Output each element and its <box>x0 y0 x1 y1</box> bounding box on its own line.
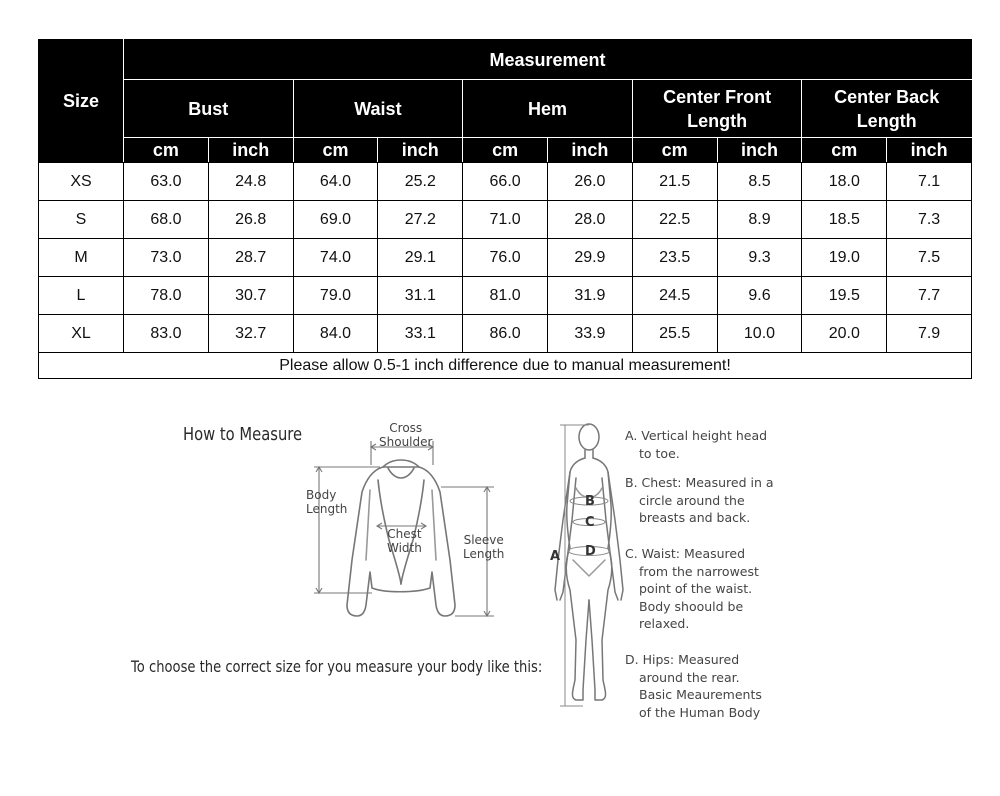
measurement-cell: 83.0 <box>124 315 209 353</box>
group-header-waist: Waist <box>293 80 463 138</box>
measurement-cell: 30.7 <box>208 277 293 315</box>
measurement-cell: 7.7 <box>887 277 972 315</box>
unit-header: inch <box>378 138 463 163</box>
figure-letter-c: C <box>585 515 595 530</box>
chest-width-label: Chest Width <box>387 527 422 555</box>
unit-header: inch <box>208 138 293 163</box>
measurement-cell: 8.5 <box>717 163 802 201</box>
unit-header: cm <box>463 138 548 163</box>
size-cell: XL <box>39 315 124 353</box>
measurement-cell: 78.0 <box>124 277 209 315</box>
legend-item-b: B. Chest: Measured in a circle around the breasts and back. <box>625 475 774 525</box>
measurement-cell: 73.0 <box>124 239 209 277</box>
measurement-legend <box>625 427 795 722</box>
measurement-cell: 31.9 <box>547 277 632 315</box>
measurement-cell: 29.1 <box>378 239 463 277</box>
unit-header: inch <box>717 138 802 163</box>
measurement-cell: 74.0 <box>293 239 378 277</box>
measurement-cell: 79.0 <box>293 277 378 315</box>
measurement-cell: 26.8 <box>208 201 293 239</box>
legend-item-c: C. Waist: Measured from the narrowest point of the waist. Body shoould be relaxed. <box>625 546 759 631</box>
unit-header: cm <box>124 138 209 163</box>
sleeve-length-label: Sleeve Length <box>463 533 505 561</box>
measurement-cell: 22.5 <box>632 201 717 239</box>
measurement-cell: 28.0 <box>547 201 632 239</box>
measurement-cell: 10.0 <box>717 315 802 353</box>
measurement-cell: 27.2 <box>378 201 463 239</box>
measurement-cell: 81.0 <box>463 277 548 315</box>
body-length-label: Body Length <box>306 488 348 516</box>
legend-item-a: A. Vertical height head to toe. <box>625 428 768 461</box>
unit-header: inch <box>547 138 632 163</box>
unit-header: cm <box>802 138 887 163</box>
measurement-cell: 63.0 <box>124 163 209 201</box>
size-cell: M <box>39 239 124 277</box>
unit-header: cm <box>293 138 378 163</box>
measurement-header: Measurement <box>124 40 972 80</box>
group-header-center-front-length: Center Front Length <box>632 80 802 138</box>
measurement-cell: 26.0 <box>547 163 632 201</box>
measurement-cell: 69.0 <box>293 201 378 239</box>
figure-letter-a: A <box>550 549 561 564</box>
measurement-cell: 25.5 <box>632 315 717 353</box>
how-to-measure-title: How to Measure <box>183 424 303 445</box>
measurement-cell: 8.9 <box>717 201 802 239</box>
measurement-cell: 33.9 <box>547 315 632 353</box>
legend-item-d: D. Hips: Measured around the rear. Basic Meaurements of the Human Body <box>625 652 762 720</box>
figure-letter-b: B <box>585 494 595 509</box>
cross-shoulder-label: Cross Shoulder <box>379 421 433 449</box>
unit-header: inch <box>887 138 972 163</box>
group-header-bust: Bust <box>124 80 294 138</box>
size-cell: XS <box>39 163 124 201</box>
size-cell: S <box>39 201 124 239</box>
measurement-cell: 64.0 <box>293 163 378 201</box>
measurement-cell: 24.5 <box>632 277 717 315</box>
unit-header: cm <box>632 138 717 163</box>
measurement-cell: 7.5 <box>887 239 972 277</box>
group-header-center-back-length: Center Back Length <box>802 80 972 138</box>
measurement-cell: 32.7 <box>208 315 293 353</box>
figure-letter-d: D <box>585 544 596 559</box>
measurement-cell: 25.2 <box>378 163 463 201</box>
measurement-cell: 9.6 <box>717 277 802 315</box>
measurement-cell: 31.1 <box>378 277 463 315</box>
measurement-cell: 84.0 <box>293 315 378 353</box>
measurement-cell: 33.1 <box>378 315 463 353</box>
measurement-cell: 28.7 <box>208 239 293 277</box>
measurement-note: Please allow 0.5-1 inch difference due to manual measurement! <box>39 353 972 379</box>
instruction-text: To choose the correct size for you measure your body like this: <box>131 657 543 676</box>
measurement-cell: 68.0 <box>124 201 209 239</box>
size-cell: L <box>39 277 124 315</box>
measurement-cell: 86.0 <box>463 315 548 353</box>
size-header: Size <box>39 40 124 163</box>
measurement-cell: 7.9 <box>887 315 972 353</box>
measurement-cell: 19.5 <box>802 277 887 315</box>
measurement-cell: 19.0 <box>802 239 887 277</box>
measurement-cell: 7.3 <box>887 201 972 239</box>
measurement-cell: 24.8 <box>208 163 293 201</box>
measurement-cell: 29.9 <box>547 239 632 277</box>
measurement-cell: 23.5 <box>632 239 717 277</box>
measurement-cell: 21.5 <box>632 163 717 201</box>
group-header-hem: Hem <box>463 80 633 138</box>
measurement-cell: 76.0 <box>463 239 548 277</box>
measurement-cell: 20.0 <box>802 315 887 353</box>
measurement-cell: 7.1 <box>887 163 972 201</box>
measurement-cell: 18.5 <box>802 201 887 239</box>
measurement-cell: 9.3 <box>717 239 802 277</box>
measurement-cell: 71.0 <box>463 201 548 239</box>
measurement-cell: 66.0 <box>463 163 548 201</box>
measurement-cell: 18.0 <box>802 163 887 201</box>
